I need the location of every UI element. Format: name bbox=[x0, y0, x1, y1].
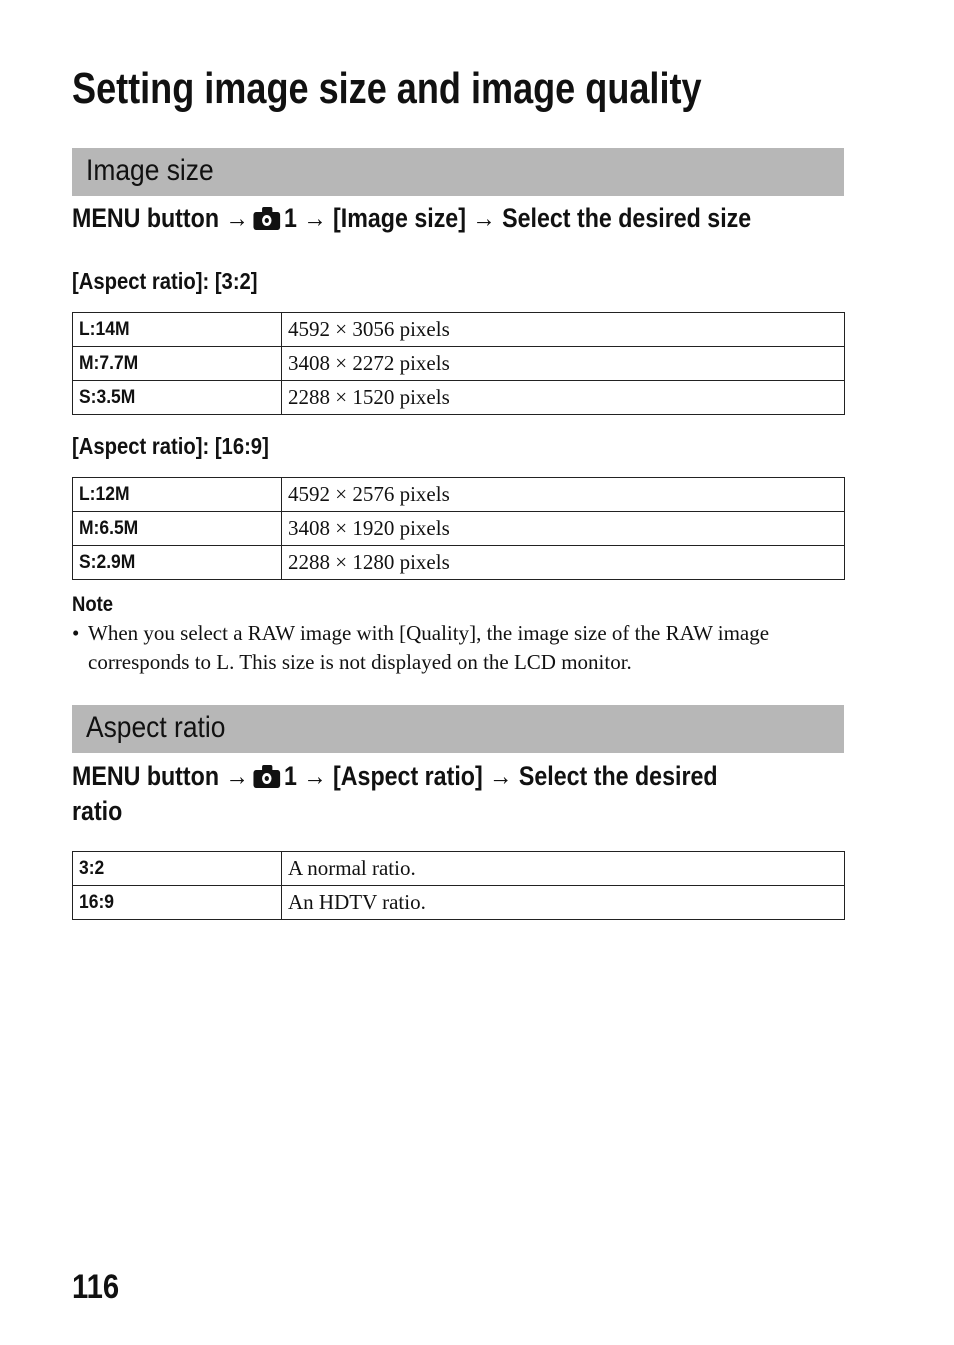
size-cell: S:3.5M bbox=[79, 386, 136, 408]
menu-path-image-size bbox=[72, 203, 751, 234]
menu-button-label: MENU button bbox=[72, 203, 220, 233]
page-title: Setting image size and image quality bbox=[72, 64, 702, 113]
aspect-group-label: [Aspect ratio]: [16:9] bbox=[72, 433, 269, 459]
ratio-cell: 3:2 bbox=[79, 857, 105, 879]
size-cell: M:7.7M bbox=[79, 352, 139, 374]
description-cell: An HDTV ratio. bbox=[282, 886, 845, 920]
image-size-table-16-9 bbox=[72, 477, 845, 580]
size-cell: L:14M bbox=[79, 318, 130, 340]
arrow-icon: → bbox=[303, 203, 327, 233]
pixels-cell: 2288 × 1520 pixels bbox=[282, 381, 845, 415]
section-heading: Aspect ratio bbox=[86, 711, 226, 744]
camera-icon bbox=[254, 764, 281, 788]
pixels-cell: 2288 × 1280 pixels bbox=[282, 546, 845, 580]
page-number: 116 bbox=[72, 1268, 120, 1306]
ratio-cell: 16:9 bbox=[79, 891, 114, 913]
note-label: Note bbox=[72, 593, 114, 616]
size-cell: L:12M bbox=[79, 483, 130, 505]
menu-item-label: [Image size] bbox=[333, 203, 466, 233]
tab-number: 1 bbox=[283, 761, 297, 791]
table-row bbox=[73, 546, 845, 580]
image-size-table-3-2 bbox=[72, 312, 845, 415]
size-cell: M:6.5M bbox=[79, 517, 139, 539]
section-header-aspect-ratio bbox=[72, 705, 844, 753]
aspect-ratio-table bbox=[72, 851, 845, 920]
arrow-icon: → bbox=[225, 203, 249, 233]
menu-button-label: MENU button bbox=[72, 761, 220, 791]
table-row bbox=[73, 313, 845, 347]
arrow-icon: → bbox=[489, 761, 513, 791]
section-header-image-size bbox=[72, 148, 844, 196]
table-row bbox=[73, 478, 845, 512]
menu-action-label: Select the desired size bbox=[502, 203, 752, 233]
aspect-group-label: [Aspect ratio]: [3:2] bbox=[72, 268, 258, 294]
table-row bbox=[73, 381, 845, 415]
section-heading: Image size bbox=[86, 154, 214, 187]
menu-item-label: [Aspect ratio] bbox=[333, 761, 483, 791]
description-cell: A normal ratio. bbox=[282, 852, 845, 886]
pixels-cell: 3408 × 1920 pixels bbox=[282, 512, 845, 546]
size-cell: S:2.9M bbox=[79, 551, 136, 573]
pixels-cell: 4592 × 3056 pixels bbox=[282, 313, 845, 347]
table-row bbox=[73, 512, 845, 546]
arrow-icon: → bbox=[225, 761, 249, 791]
note-body: When you select a RAW image with [Quality], the image size of the RAW image corresponds to L. This size is not displayed on the LCD monitor. bbox=[88, 621, 770, 674]
menu-path-aspect-ratio bbox=[72, 761, 718, 792]
camera-icon bbox=[254, 206, 281, 230]
menu-action-label: Select the desired bbox=[518, 761, 718, 791]
pixels-cell: 4592 × 2576 pixels bbox=[282, 478, 845, 512]
tab-number: 1 bbox=[283, 203, 297, 233]
arrow-icon: → bbox=[472, 203, 496, 233]
table-row bbox=[73, 886, 845, 920]
table-row bbox=[73, 347, 845, 381]
bullet-icon: • bbox=[72, 621, 80, 645]
arrow-icon: → bbox=[303, 761, 327, 791]
note-text bbox=[72, 619, 842, 677]
table-row bbox=[73, 852, 845, 886]
pixels-cell: 3408 × 2272 pixels bbox=[282, 347, 845, 381]
menu-path-continuation: ratio bbox=[72, 796, 123, 826]
